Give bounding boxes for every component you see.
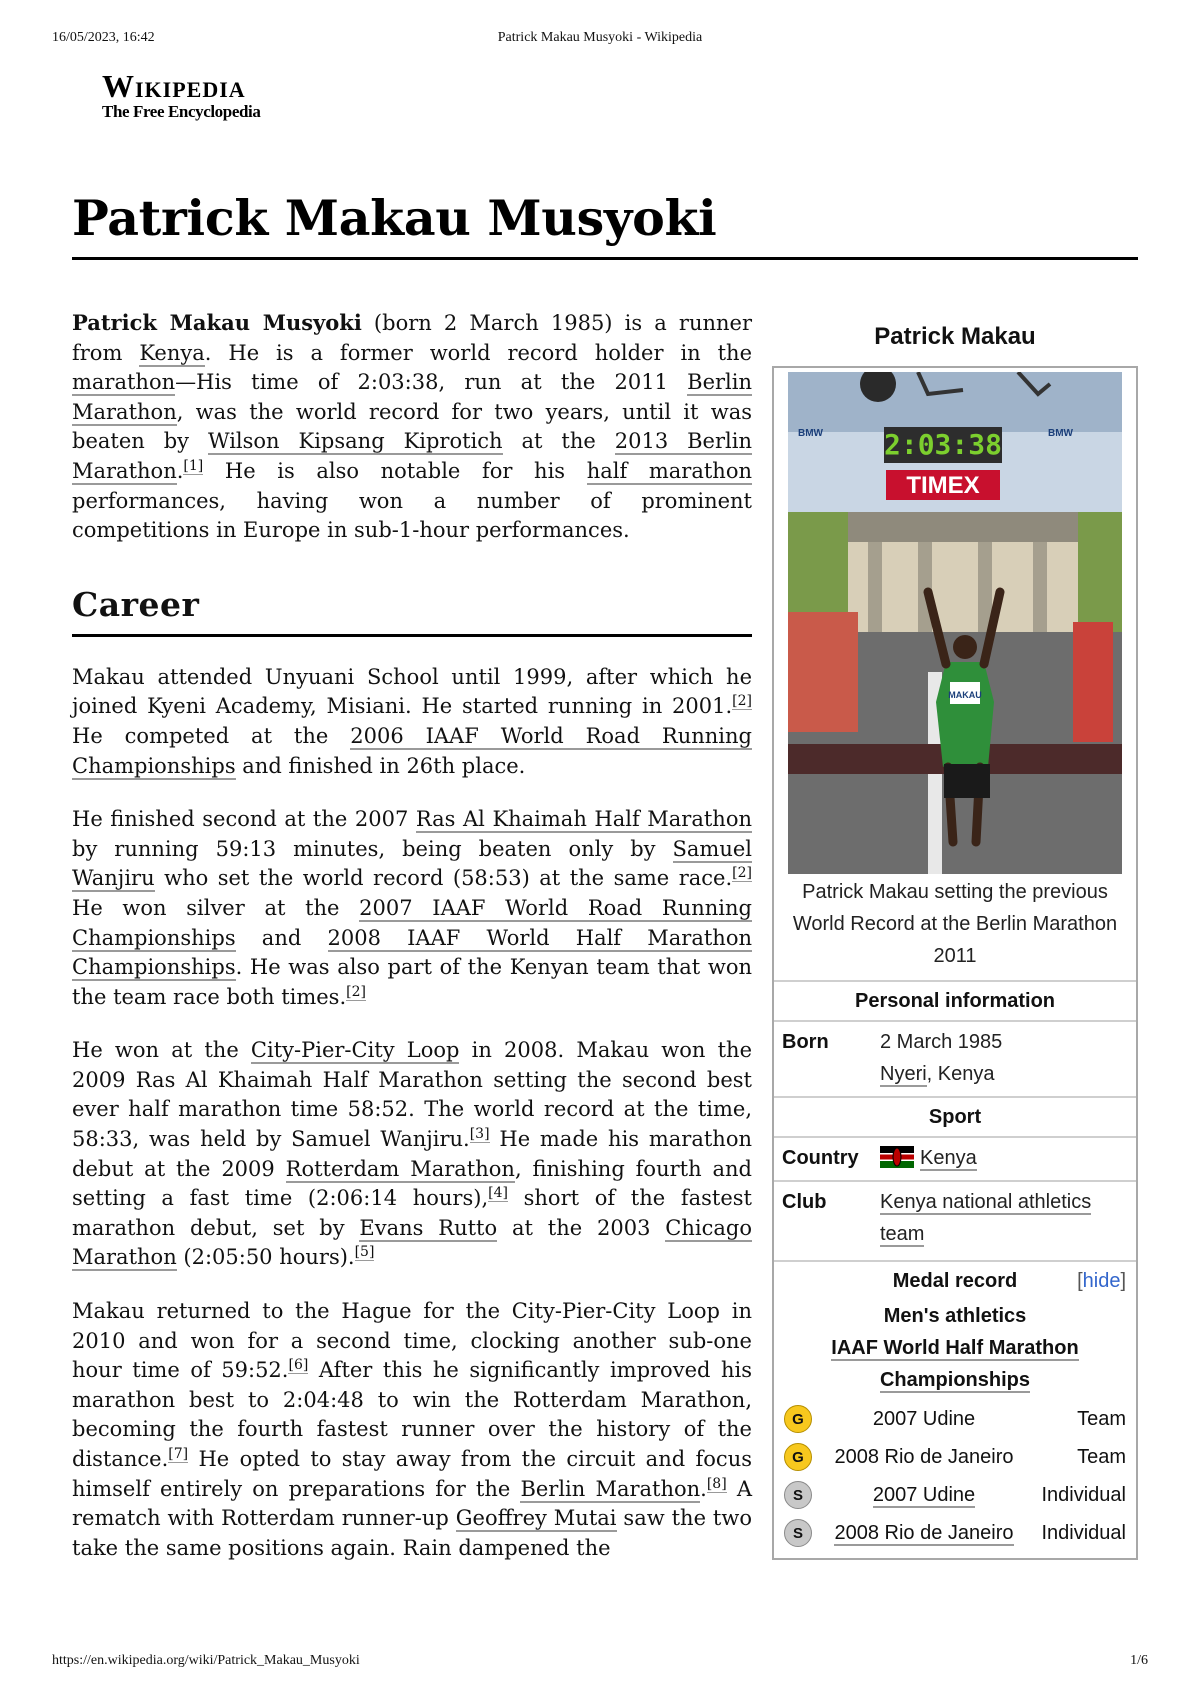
medal-type: Team	[1077, 1445, 1126, 1468]
medal-row	[774, 1514, 1136, 1552]
link-kenya[interactable]: Kenya	[139, 340, 205, 365]
medal-type: Team	[1077, 1407, 1126, 1430]
print-title: Patrick Makau Musyoki - Wikipedia	[497, 30, 703, 45]
medal-event-name: 2008 Rio de Janeiro	[834, 1445, 1014, 1468]
medal-record-heading	[774, 1260, 1136, 1300]
title-divider	[72, 257, 1138, 260]
link-ras-al-khaimah[interactable]: Ras Al Khaimah Half Marathon	[415, 807, 752, 832]
link-berlin-marathon-2011[interactable]: Berlin Marathon	[72, 370, 752, 424]
born-place: Nyeri, Kenya	[880, 1063, 995, 1085]
born-date: 2 March 1985	[880, 1031, 1003, 1053]
print-url: https://en.wikipedia.org/wiki/Patrick_Makau_Musyoki	[52, 1653, 360, 1668]
born-row	[774, 1020, 1136, 1096]
infobox	[772, 322, 1138, 1560]
sponsor-banner: TIMEX	[906, 472, 980, 499]
link-2008-rio[interactable]: 2008 Rio de Janeiro	[834, 1521, 1014, 1544]
medal-row	[774, 1476, 1136, 1514]
link-berlin-marathon-2013[interactable]: 2013 Berlin Marathon	[72, 429, 752, 483]
ref-4[interactable]: [4]	[488, 1185, 508, 1202]
subject-name: Patrick Makau Musyoki	[72, 310, 362, 335]
medal-record-title: Medal record	[892, 1270, 1018, 1292]
sport-heading: Sport	[774, 1096, 1136, 1136]
link-2007-road-running[interactable]: 2007 IAAF World Road Running Championships	[72, 895, 752, 950]
print-footer	[52, 1653, 1148, 1673]
link-half-marathon[interactable]: half marathon	[586, 458, 752, 483]
medal-event	[814, 1332, 1096, 1396]
ref-6[interactable]: [6]	[288, 1357, 309, 1374]
ref-5[interactable]: [5]	[354, 1244, 375, 1261]
gold-medal-icon: G	[784, 1405, 812, 1433]
intro-paragraph: Patrick Makau Musyoki (born 2 March 1985) is a runner from Kenya. He is a former world record holder in the marathon—His time of 2:03:38, run at the 2011 Berlin Marathon, was the world record for two years, until it was beaten by Wilson Kipsang Kiprotich at the 2013 Berlin Marathon.[1] He is also notable for his half marathon performances, having won a number of prominent competitions in Europe in sub-1-hour performances.	[72, 310, 753, 543]
link-rotterdam-marathon[interactable]: Rotterdam Marathon	[285, 1156, 515, 1181]
print-datetime: 16/05/2023, 16:42	[52, 30, 155, 45]
link-marathon[interactable]: marathon	[72, 370, 176, 395]
finish-clock: 2:03:38	[883, 428, 1003, 461]
link-2007-udine[interactable]: 2007 Udine	[872, 1483, 976, 1506]
career-paragraph-3: He won at the City-Pier-City Loop in 2008. Makau won the 2009 Ras Al Khaimah Half Marathon setting the second best ever half marathon time 58:52. The world record at the time, 58:33, was held by Samuel Wanjiru.[3] He made his marathon debut at the 2009 Rotterdam Marathon, finishing fourth and setting a fast time (2:06:14 hours),[4] short of the fastest marathon debut, set by Evans Rutto at the 2003 Chicago Marathon (2:05:50 hours).[5]	[72, 1038, 752, 1270]
ref-2[interactable]: [2]	[346, 983, 366, 1000]
career-heading: Career	[72, 584, 200, 624]
ref-7[interactable]: [7]	[168, 1446, 189, 1462]
logo-wordmark: Wikipedia	[102, 68, 246, 104]
hide-link[interactable]: hide	[1082, 1270, 1121, 1292]
article-body	[72, 308, 752, 1587]
personal-info-heading: Personal information	[774, 980, 1136, 1020]
infobox-title: Patrick Makau	[874, 323, 1036, 350]
link-wilson-kipsang[interactable]: Wilson Kipsang Kiprotich	[207, 429, 503, 454]
career-paragraph-2: He finished second at the 2007 Ras Al Khaimah Half Marathon by running 59:13 minutes, being beaten only by Samuel Wanjiru who set the world record (58:53) at the same race.[2] He won silver at the 2007 IAAF World Road Running Championships and 2008 IAAF World Half Marathon Championships. He was also part of the Kenyan team that won the team race both times.[2]	[72, 807, 752, 1009]
country-row	[774, 1136, 1136, 1180]
club-label: Club	[782, 1191, 827, 1213]
gold-medal-icon: G	[784, 1443, 812, 1471]
medal-event-name	[812, 1522, 1036, 1545]
ref-2[interactable]: [2]	[732, 693, 752, 710]
photo-caption: Patrick Makau setting the previous World Record at the Berlin Marathon 2011	[792, 881, 1118, 967]
medal-type: Individual	[1041, 1483, 1126, 1506]
medal-event-name	[812, 1484, 1036, 1507]
logo-tagline: The Free Encyclopedia	[102, 102, 261, 121]
hide-toggle: [hide]	[1077, 1270, 1126, 1292]
link-2006-road-running[interactable]: 2006 IAAF World Road Running Championships	[72, 723, 752, 778]
career-paragraph-4: Makau returned to the Hague for the City-Pier-City Loop in 2010 and won for a second time, clocking another sub-one hour time of 59:52.[6] After this he significantly improved his marathon best to 2:04:48 to win the Rotterdam Marathon, becoming the fourth fastest runner over the history of the distance.[7] He opted to stay away from the circuit and focus himself entirely on preparations for the Berlin Marathon.[8] A rematch with Rotterdam runner-up Geoffrey Mutai saw the two take the same positions again. Rain dampened the	[72, 1299, 752, 1560]
ref-2[interactable]: [2]	[732, 865, 752, 882]
medal-list	[774, 1396, 1136, 1558]
ref-3[interactable]: [3]	[469, 1126, 490, 1143]
page-number: 1/6	[1130, 1653, 1148, 1668]
career-divider	[72, 634, 752, 637]
link-samuel-wanjiru[interactable]: Samuel Wanjiru	[72, 836, 752, 891]
link-geoffrey-mutai[interactable]: Geoffrey Mutai	[455, 1506, 617, 1531]
medal-row	[774, 1400, 1136, 1438]
club-row	[774, 1180, 1136, 1256]
page-title: Patrick Makau Musyoki	[72, 189, 717, 247]
link-evans-rutto[interactable]: Evans Rutto	[359, 1215, 498, 1240]
link-kenya-athletics-team[interactable]: Kenya national athletics team	[880, 1191, 1092, 1245]
link-country-kenya[interactable]: Kenya	[920, 1147, 977, 1169]
born-value	[880, 1026, 1128, 1090]
kenya-flag-icon	[880, 1146, 914, 1168]
finish-line-photo	[788, 372, 1122, 874]
link-city-pier-city[interactable]: City-Pier-City Loop	[250, 1038, 460, 1063]
link-2008-half-marathon[interactable]: 2008 IAAF World Half Marathon Championships	[72, 925, 752, 980]
print-header	[52, 30, 1148, 50]
medal-event-name: 2007 Udine	[872, 1407, 976, 1430]
career-paragraph-1: Makau attended Unyuani School until 1999, after which he joined Kyeni Academy, Misiani. He started running in 2001.[2] He competed at the 2006 IAAF World Road Running Championships and finished in 26th place.	[72, 664, 752, 778]
race-bib: MAKAU	[948, 690, 982, 700]
ref-1[interactable]: [1]	[183, 457, 204, 474]
country-value	[880, 1142, 1128, 1174]
ref-8[interactable]: [8]	[706, 1475, 727, 1492]
infobox-frame	[772, 366, 1138, 1560]
medal-type: Individual	[1041, 1521, 1126, 1544]
club-value	[880, 1186, 1128, 1250]
link-berlin-marathon[interactable]: Berlin Marathon	[520, 1476, 701, 1501]
link-world-half-marathon[interactable]: IAAF World Half Marathon Championships	[831, 1337, 1079, 1391]
country-label: Country	[782, 1147, 859, 1169]
link-nyeri[interactable]: Nyeri	[880, 1063, 927, 1085]
born-label: Born	[782, 1031, 829, 1053]
svg-text:BMW: BMW	[1048, 428, 1073, 439]
silver-medal-icon: S	[784, 1481, 812, 1509]
wikipedia-logo[interactable]	[102, 68, 302, 122]
svg-text:BMW: BMW	[798, 428, 823, 439]
link-chicago-marathon[interactable]: Chicago Marathon	[72, 1215, 752, 1270]
medal-row	[774, 1438, 1136, 1476]
medal-category: Men's athletics	[883, 1305, 1027, 1327]
silver-medal-icon: S	[784, 1519, 812, 1547]
athlete-photo[interactable]	[788, 372, 1122, 874]
